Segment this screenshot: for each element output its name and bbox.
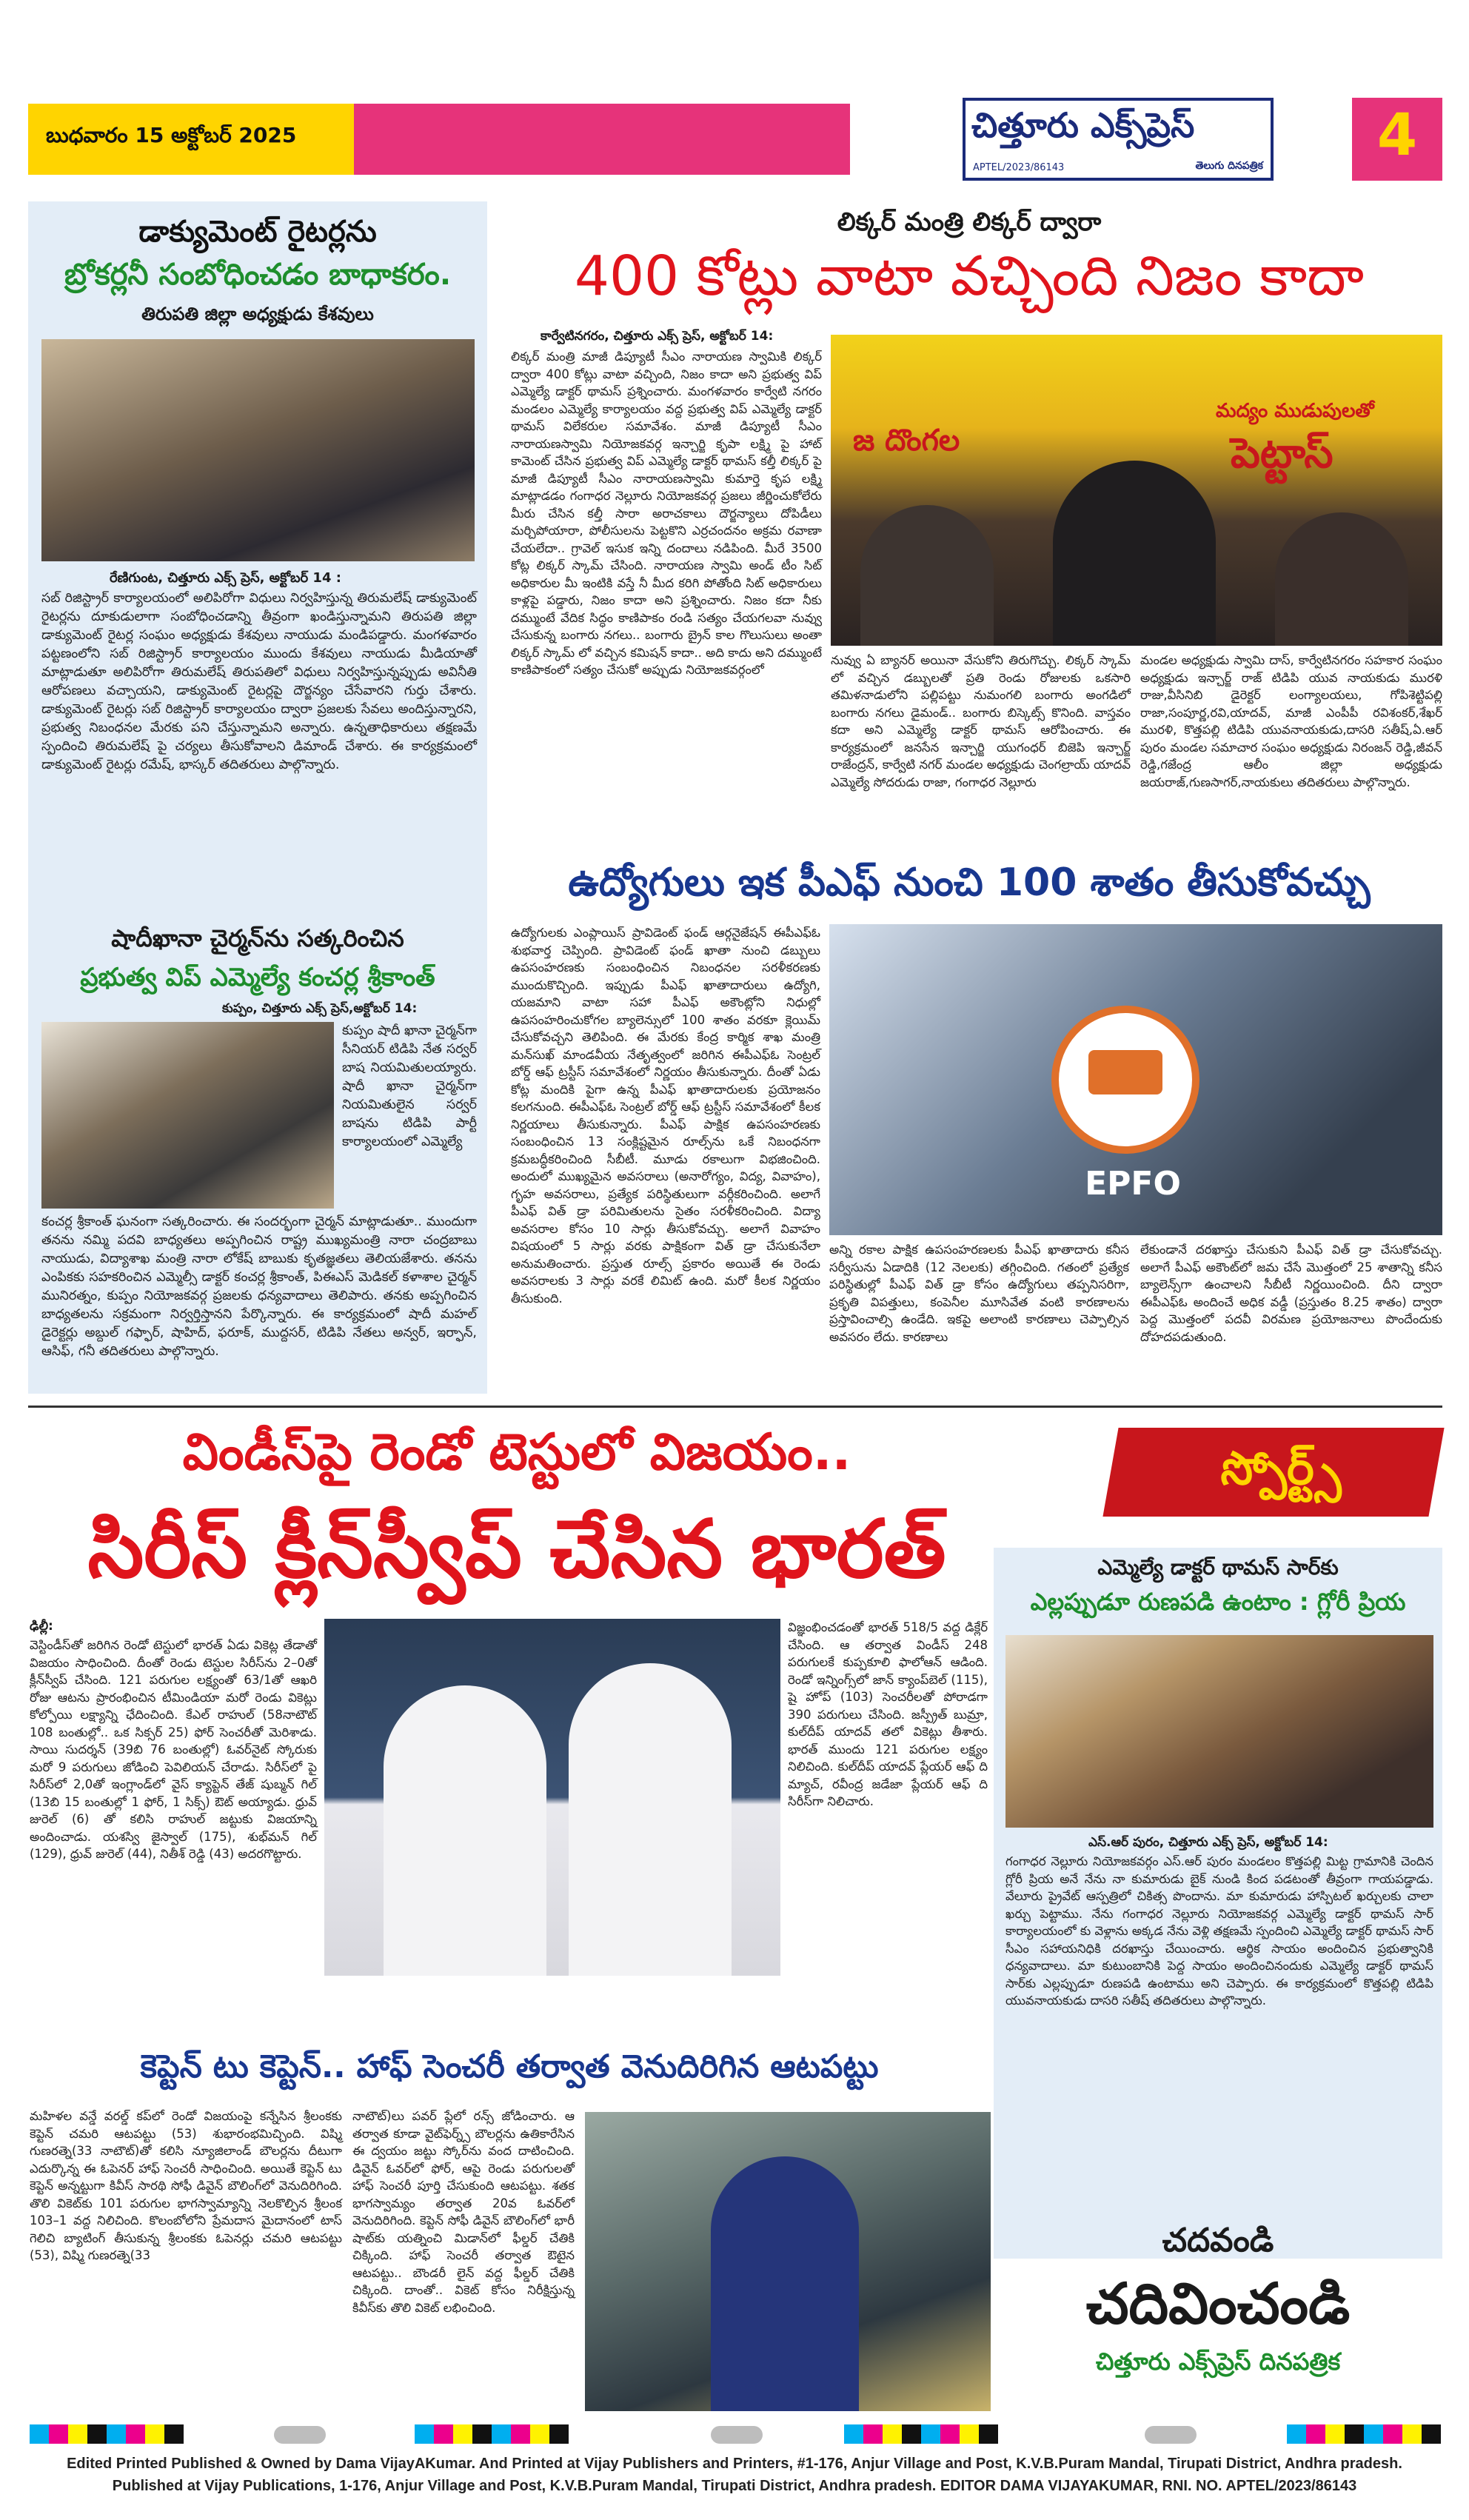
- story2-dateline: కుప్పం, చిత్తూరు ఎక్స్ ప్రెస్,అక్టోబర్ 14:: [222, 1001, 418, 1016]
- story3-body: లిక్కర్ మంత్రి మాజీ డిప్యూటీ సీఎం నారాయణ స్వామికి లిక్కర్ ద్వారా 400 కోట్లు వాటా వచ్చింది, నిజం కాదా అని ప్రభుత్వ విప్ ఎమ్మెల్యే డాక్టర్ థామస్ ప్రశ్నించారు. మంగళవారం కార్వేటి నగరం మండలం ఎమ్మెల్యే కార్యాలయం వద్ద ప్రభుత్వ విప్ ఎమ్మెల్యే డాక్టర్ థామస్ విలేకరుల సమావేశం. మాజీ డిప్యూటీ సీఎం నారాయణస్వామి నియోజకవర్గ ఇన్చార్జి కృపా లక్ష్మి పై హాట్ కామెంట్ చేసిన ప్రభుత్వ విప్ ఎమ్మెల్యే డాక్టర్ థామస్ కల్తీ లిక్కర్ పై మాజీ డిప్యూటీ సీఎం నారాయణస్వామి కుమార్తె కృప లక్ష్మి మాట్లాడడం గంగాధర నెల్లూరు నియోజకవర్గ ప్రజలు జీర్ణించుకోలేరు మీరు చేసిన కల్తీ సారా అరాచకాలు దౌర్జన్యాలు దోపిడీలు మర్చిపోయారా, పోలీసులను పెట్టకొని ఎర్రచందనం అక్రమ రవాణా చేయలేదా.. గ్రావెల్ ఇసుక ఇన్ని దందాలు నడిపింది. మీరే 3500 కోట్ల లిక్కర్ స్కామ్ చేసింది. నారాయణ స్వామి అండ్ టీం సిట్ అధికారుల మీ ఇంటికి వస్తే నీ మీద కరిగి పోతోంది సిట్ అధికారులు కాళ్లపై పడ్డారు, నిజం కాదా అని ప్రశ్నించారు. నిజం కదా నీకు దమ్ముంటే వేదిక సిద్ధం కాణిపాకం రండి సత్యం చేయగలవా నువ్వు చేసుకున్న బంగారు నగలు.. బంగారు బ్రైన్ కాల గొలుసులు అంతా లిక్కర్ స్కామ్ లో వచ్చిన కమిషన్ కాదా.. అది కాదు అని దమ్ముంటే కాణిపాకంలో సత్యం చేసుకో అప్పుడు నియోజకవర్గంలో: [511, 350, 823, 677]
- story3-headline: 400 కోట్లు వాటా వచ్చింది నిజం కాదా: [574, 244, 1365, 308]
- story3-col2: నువ్వు ఏ బ్యానర్ అయినా వేసుకోని తిరుగొచ్చు. లిక్కర్ స్కామ్ లో వచ్చిన డబ్బులతో ప్రతి రెండు రోజులకు ఒకసారి తమిళనాడులోని పల్లిపట్టు నుమంగలి బంగారు అంగడిలో బంగారు నగలు డైమండ్.. బంగారు బిస్కెట్స్ కొనింది. వాస్తవం కదా అని ఎమ్మెల్యే డాక్టర్ థామస్ ఆరోపించారు. ఈ కార్యక్రమంలో జనసేన ఇన్చార్జి యుగంధర్ బిజెపి ఇన్చార్జ్ రాజేంద్రన్, కార్వేటి నగర్ మండల అధ్యక్షుడు చెంగల్రాయ్ యాదవ్ ఎమ్మెల్యే సోదరుడు రాజా, గంగాధర నెల్లూరు: [831, 653, 1131, 789]
- masthead: [963, 98, 1274, 181]
- story7-headline: ఎల్లప్పుడూ రుణపడి ఉంటాం : గ్లోరీ ప్రియ: [1030, 1588, 1406, 1616]
- story7-photo: [1005, 1635, 1433, 1828]
- registration-pill: [274, 2426, 326, 2444]
- page-number: 4: [1376, 102, 1418, 169]
- color-registration-bar-mid: [415, 2424, 569, 2444]
- story3-dateline: కార్వేటినగరం, చిత్తూరు ఎక్స్ ప్రెస్, అక్టోబర్ 14:: [541, 329, 774, 344]
- footer-line-2: Published at Vijay Publications, 1-176, Anjur Village and Post, K.V.B.Puram Mandal, Tirupati District, Andhra pradesh. EDITOR DAMA VIJAYAKUMAR, RNI. NO. APTEL/2023/86143: [112, 2478, 1357, 2494]
- header-date: బుధవారం 15 అక్టోబర్ 2025: [46, 123, 297, 147]
- promo-line1: చదవండి: [1162, 2222, 1274, 2259]
- player-figure: [384, 1685, 546, 1976]
- sports-col1: వెస్టిండీస్‌తో జరిగిన రెండో టెస్టులో భారత్ ఏడు వికెట్ల తేడాతో విజయం సాధించింది. దీంతో రెండు టెస్టుల సిరీస్‌ను 2–0తో క్లీన్‌స్వీప్ చేసింది. 121 పరుగుల లక్ష్యంతో 63/1తో ఆఖరి రోజు ఆటను ప్రారంభించిన టీమిండియా మరో రెండు వికెట్లు కోల్పోయి లక్ష్యాన్ని ఛేదించింది. కేఎల్ రాహుల్ (58నాటౌట్ 108 బంతుల్లో.. ఒక సిక్సర్ 25) ఫోర్ సెంచరీతో మెరిశాడు. సాయి సుదర్శన్ (39బి 76 బంతుల్లో) ఓవర్‌నైట్ స్కోరుకు మరో 9 పరుగులు జోడించి పెవిలియన్ చేరాడు. సిరీస్‌లో పై సిరీస్‌లో 2,0తో ఇంగ్లాండ్‌లో వైస్ క్యాప్టెన్ తేజ్ షుబ్మన్ గిల్‌ (13బి 15 బంతుల్లో 1 ఫోర్, 1 సిక్స్) ఔట్ అయ్యాడు. ధ్రువ్ జురెల్ (6) తో కలిసి రాహుల్ జట్టుకు విజయాన్ని అందించాడు. యశస్వి జైస్వాల్ (175), శుభ్‌మన్ గిల్ (129), ధ్రువ్ జురెల్ (44), నితీశ్ రెడ్డి (43) అదరగొట్టారు.: [30, 1638, 317, 1861]
- photo-banner-1: మద్యం ముడుపులతో: [1216, 400, 1374, 422]
- story1-body: సబ్ రిజిస్ట్రార్ కార్యాలయంలో అలిపిరోగా విధులు నిర్వహిస్తున్న తిరుమలేష్ డాక్యుమెంట్ రైటర్లను దూకుడులాగా సంబోధించడాన్ని తీవ్రంగా ఖండిస్తున్నామని తిరుపతి జిల్లా డాక్యుమెంట్ రైటర్ల సంఘం అధ్యక్షుడు కేశవులు నాయుడు మండిపడ్డారు. మంగళవారం పట్టణంలోని సబ్ రిజిస్ట్రార్ కార్యాలయం ముందు కేశవులు నాయుడు మీడియాతో మాట్లాడుతూ అలిపిరోగా తిరుమలేష్ తిరుపతిలో విధులు నిర్వహిస్తున్నప్పుడు అవినీతి ఆరోపణలు వచ్చాయని, డాక్యుమెంట్ రైటర్లపై దౌర్జన్యం చేసేవారని గుర్తు చేశారు. డాక్యుమెంట్ రైటర్లు సబ్ రిజిస్ట్రార్ కార్యాలయం ద్వారా ప్రజలకు సేవలు అందిస్తున్నారని, ప్రభుత్వ నిబంధనల మేరకు పని చేస్తున్నామని అన్నారు. ఉన్నతాధికారులు తక్షణమే స్పందించి తిరుమలేష్ పై చర్యలు తీసుకోవాలని డిమాండ్ చేశారు. ఈ కార్యక్రమంలో డాక్యుమెంట్ రైటర్లు రమేష్, భాస్కర్ తదితరులు పాల్గొన్నారు.: [41, 591, 477, 772]
- photo-figure: [860, 505, 994, 646]
- sports-dateline: ఢిల్లీ:: [30, 1619, 53, 1634]
- photo-figure: [1275, 512, 1408, 646]
- epfo-label: EPFO: [1085, 1165, 1181, 1203]
- story6-photo: [585, 2112, 991, 2411]
- story2-head2: ప్రభుత్వ విప్ ఎమ్మెల్యే కంచర్ల శ్రీకాంత్: [80, 963, 435, 992]
- story3-col3: మండల అధ్యక్షుడు స్వామి దాస్, కార్వేటినగరం సహకార సంఘం అధ్యక్షుడు ఇన్చార్జ్ రాజ్ టిడిపి యువ నాయకుడు మురళి రాజు,వీసినిబి డైరెక్టర్ లంగ్యాలయలు, గోపిశెట్టిపల్లి రాజా,సంపూర్ణ,రవి,యాదవ్, మాజీ ఎంపీపీ రవిశంకర్,శేఖర్ మురళి, కొత్తపల్లి టిడిపి యువనాయకుడు,దాసరి సతీష్,ఏ.ఆర్ పురం మండల సమాచార సంఘం అధ్యక్షుడు నిరంజన్ రెడ్డి,జీవన్ రెడ్డి,గజేంద్ర ఆలీం జిల్లా అధ్యక్షుడు జయరాజ్,గుణసాగర్,నాయకులు తదితరులు పాల్గొన్నారు.: [1140, 653, 1442, 789]
- promo-line2: చదివించండి: [1085, 2270, 1351, 2336]
- registration-pill: [1145, 2426, 1197, 2444]
- story2-head1: షాదీఖానా చైర్మన్‌ను సత్కరించిన: [111, 924, 404, 952]
- story6-headline: కెప్టెన్ టు కెప్టెన్.. హాఫ్ సెంచరీ తర్వాత వెనుదిరిగిన ఆటపట్టు: [140, 2048, 879, 2085]
- story4-photo: [829, 924, 1442, 1235]
- story2-body-side: కుప్పం షాదీ ఖానా చైర్మన్‌గా సీనియర్ టిడిపి నేత సర్వర్ బాష నియమితులయ్యారు. షాదీ ఖానా చైర్మన్‌గా నియమితులైన సర్వర్ బాషను టిడిపి పార్టీ కార్యాలయంలో ఎమ్మెల్యే: [342, 1023, 477, 1149]
- color-registration-bar-right: [1287, 2424, 1441, 2444]
- story1-photo: [41, 339, 475, 561]
- story1-subhead: తిరుపతి జిల్లా అధ్యక్షుడు కేశవులు: [141, 304, 374, 324]
- story4-headline: ఉద్యోగులు ఇక పీఎఫ్ నుంచి 100 శాతం తీసుకోవచ్చు: [568, 860, 1371, 905]
- masthead-regno: APTEL/2023/86143: [973, 162, 1065, 173]
- story2-body: కంచర్ల శ్రీకాంత్ ఘనంగా సత్కరించారు. ఈ సందర్భంగా చైర్మన్ మాట్లాడుతూ.. ముందుగా తనను నమ్మి పదవి బాధ్యతలు అప్పగించిన రాష్ట్ర ముఖ్యమంత్రి నారా చంద్రబాబు నాయుడు, విద్యాశాఖ మంత్రి నారా లోకేష్ బాబుకు కృతజ్ఞతలు తెలియజేశారు. తనను ఎంపికకు సహకరించిన ఎమ్మెల్సీ డాక్టర్ కంచర్ల శ్రీకాంత్, పిఈఎస్ మెడికల్ కళాశాల చైర్మన్ మునిరత్నం, కుప్పం నియోజకవర్గ ప్రజలకు ధన్యవాదాలు తెలిపారు. తనకు అప్పగించిన బాధ్యతలను సక్రమంగా నిర్వర్తిస్తానని పేర్కొన్నారు. ఈ కార్యక్రమంలో షాదీ మహల్ డైరెక్టర్లు అబ్దుల్ గఫ్ఫార్, షాహిద్, ఫరూక్, ముద్దసర్, టిడిపి నేతలు అన్వర్, ఇర్ఫాన్, ఆసిఫ్, గనీ తదితరులు పాల్గొన్నారు.: [41, 1214, 477, 1359]
- promo-line3: చిత్తూరు ఎక్స్‌ప్రెస్ దినపత్రిక: [1095, 2347, 1341, 2376]
- player-figure: [711, 2156, 859, 2411]
- photo-banner-2: పెట్టాస్: [1231, 430, 1334, 478]
- masthead-title: చిత్తూరు ఎక్స్‌ప్రెస్: [971, 105, 1195, 145]
- story7-kicker: ఎమ్మెల్యే డాక్టర్ థామస్ సార్‌కు: [1097, 1555, 1339, 1580]
- story1-head2: బ్రోకర్లనీ సంబోధించడం బాధాకరం.: [64, 258, 452, 292]
- story2-photo: [41, 1022, 334, 1209]
- photo-figure: [1053, 461, 1216, 646]
- story4-body: ఉద్యోగులకు ఎంప్లాయిస్ ప్రావిడెంట్ ఫండ్ ఆర్గనైజేషన్ ఈపీఎఫ్ఓ శుభవార్త చెప్పింది. ప్రావిడెంట్ ఫండ్ ఖాతా నుంచి డబ్బులు ఉపసంహరణకు సంబంధించిన నిబంధనల సరళీకరణకు ముందుకొచ్చింది. ఇప్పుడు పీఎఫ్ ఖాతాదారులు ఉద్యోగి, యజమాని వాటా సహా పీఎఫ్ అకౌంట్లోని నిధుల్లో ఉపసంహరించుకోగల బ్యాలెన్సులో 100 శాతం వరకూ క్లెయిమ్ చేసుకోవచ్చని తెలిపింది. ఈ మేరకు కేంద్ర కార్మిక శాఖ మంత్రి మన్‌సుఖ్ మాండవీయ నేతృత్వంలో జరిగిన ఈపీఎఫ్ఓ సెంట్రల్ బోర్డ్ ఆఫ్ ట్రస్టీస్ సమావేశంలో నిర్ణయం తీసుకున్నారు. దీంతో ఏడు కోట్ల మందికి పైగా ఉన్న పీఎఫ్ ఖాతాదారులకు ప్రయోజనం కలగనుంది. ఈపీఎఫ్ఓ సెంట్రల్ బోర్డ్ ఆఫ్ ట్రస్టీస్ సమావేశంలో కీలక నిర్ణయాలు తీసుకున్నారు. పీఎఫ్ పాక్షిక ఉపసంహరణకు సంబంధించిన 13 సంక్లిష్టమైన రూల్స్‌ను ఒకే నిబంధనగా క్రమబద్ధీకరించింది సీబీటీ. మూడు రకాలుగా విభజించింది. అందులో ముఖ్యమైన అవసరాలు (అనారోగ్యం, విద్య, వివాహం), గృహ అవసరాలు, ప్రత్యేక పరిస్థితులుగా వర్గీకరించింది. అలాగే పీఎఫ్ విత్ డ్రా పరిమితులను సైతం సరళీకరించింది. విద్యా అవసరాల కోసం 10 సార్లు తీసుకోవచ్చు. అలాగే వివాహం విషయంలో 5 సార్లు వరకు పాక్షికంగా విత్ డ్రా చేసుకునేలా అనుమతించారు. ప్రస్తుత రూల్స్ ప్రకారం అయితే ఈ రెండు అవసరాలకు 3 సార్లు వరకే లిమిట్ ఉంది. మరో కీలక నిర్ణయం తీసుకుంది.: [511, 926, 820, 1306]
- section-divider: [28, 1406, 1442, 1408]
- story6-col1: మహిళల వన్డే వరల్డ్ కప్‌లో రెండో విజయంపై కన్నేసిన శ్రీలంకకు కెప్టెన్ చమరి ఆటపట్టు (53) శుభారంభమిచ్చింది. విష్మి గుణరత్నె(33 నాటౌట్)తో కలిసి న్యూజిలాండ్ బౌలర్లను దీటుగా ఎదుర్కొన్న ఈ ఓపెనర్ హాఫ్ సెంచరీ సాధించింది. అయితే కెప్టెన్ టు కెప్టెన్ అన్నట్టుగా కివీస్ సారథి సోఫీ డివైన్ బౌలింగ్‌లో వెనుదిరిగింది. తొలి వికెట్‌కు 101 పరుగుల భాగస్వామ్యాన్ని నెలకొల్పిన శ్రీలంక 103–1 వద్ద నిలిచింది. కొలంబోలోని ప్రేమదాస మైదానంలో టాస్ గెలిచి బ్యాటింగ్ తీసుకున్న శ్రీలంకకు ఓపెనర్లు చమరి ఆటపట్టు (53), విష్మి గుణరత్నె(33: [30, 2109, 342, 2262]
- story6-col2: నాటౌట్)లు పవర్ ప్లేలో రన్స్ జోడించారు. ఆ తర్వాత కూడా వైట్‌ఫెర్న్స్ బౌలర్లను ఉతికారేసిన ఈ ద్వయం జట్టు స్కోర్‌ను వంద దాటించింది. డివైన్ ఓవర్‌లో ఫోర్, ఆపై రెండు పరుగులతో హాఫ్ సెంచరీ పూర్తి చేసుకుంది ఆటపట్టు. శతక భాగస్వామ్యం తర్వాత 20వ ఓవర్‌లో వెనుదిరిగింది. కెప్టెన్ సోఫీ డివైన్ బౌలింగ్‌లో భారీ షాట్‌కు యత్నించి మిడాన్‌లో ఫీల్డర్ చేతికి చిక్కింది. హాఫ్ సెంచరీ తర్వాత ఔటైన ఆటపట్టు.. బౌండరీ లైన్ వద్ద ఫీల్డర్ చేతికి చిక్కింది. దాంతో.. వికెట్ కోసం నిరీక్షిస్తున్న కివీస్‌కు తొలి వికెట్ లభించింది.: [352, 2109, 575, 2315]
- masthead-sub: తెలుగు దినపత్రిక: [1195, 160, 1263, 172]
- photo-banner-3: జ దొంగల: [853, 424, 960, 458]
- color-registration-bar-left: [30, 2424, 184, 2444]
- sports-col2: విజ్ఞంభించడంతో భారత్ 518/5 వద్ద డిక్లేర్ చేసింది. ఆ తర్వాత విండీస్ 248 పరుగులకే కుప్పకూలి ఫాలోఆన్ ఆడింది. రెండో ఇన్నింగ్స్‌లో జాన్ క్యాంప్‌బెల్ (115), షై హోప్ (103) సెంచరీలతో పోరాడగా 390 పరుగులు చేసింది. జస్ప్రీత్ బుమ్రా, కుల్‌దీప్ యాదవ్ తలో వికెట్లు తీశారు. భారత్ ముందు 121 పరుగుల లక్ష్యం నిలిచింది. కుల్‌దీప్ యాదవ్ ప్లేయర్ ఆఫ్ ది మ్యాచ్, రవీంద్ర జడేజా ప్లేయర్ ఆఫ్ ది సిరీస్‌గా నిలిచారు.: [788, 1620, 988, 1808]
- sports-logo: స్పోర్ట్స్: [1220, 1441, 1342, 1495]
- story7-body: గంగాధర నెల్లూరు నియోజకవర్గం ఎస్.ఆర్ పురం మండలం కొత్తపల్లి మిట్ట గ్రామానికి చెందిన గ్లోరీ ప్రియ అనే నేను నా కుమారుడు బైక్ నుండి కింద పడటంతో తీవ్రంగా గాయపడ్డాడు. వేలూరు ప్రైవేట్ ఆస్పత్రిలో చికిత్స పొందాను. మా కుమారుడు హాస్పిటల్ ఖర్చులకు చాలా ఖర్చు పెట్టాము. నేను గంగాధర నెల్లూరు నియోజకవర్గ ఎమ్మెల్యే డాక్టర్ థామస్ సార్ కార్యాలయంలో కు వెళ్లాను అక్కడ నేను వెళ్లి తక్షణమే స్పందించి ఎమ్మెల్యే డాక్టర్ థామస్ సార్ సీఎం సహాయనిధికి దరఖాస్తు చేయించారు. ఆర్థిక సాయం అందించిన ప్రభుత్వానికి ధన్యవాదాలు. మా కుటుంబానికి పెద్ద సాయం అందించినందుకు ఎమ్మెల్యే డాక్టర్ థామస్ సార్‌కు ఎల్లప్పుడూ రుణపడి ఉంటాము అని చెప్పారు. ఈ కార్యక్రమంలో కొత్తపల్లి టిడిపి యువనాయకుడు దాసరి సతీష్ తదితరులు పాల్గొన్నారు.: [1005, 1854, 1433, 2008]
- epfo-logo-icon: [1051, 1006, 1199, 1154]
- story1-dateline: రేణిగుంట, చిత్తూరు ఎక్స్ ప్రెస్, అక్టోబర్ 14 :: [110, 570, 341, 586]
- story3-kicker: లిక్కర్ మంత్రి లిక్కర్ ద్వారా: [837, 207, 1102, 237]
- sports-photo: [324, 1619, 780, 1976]
- story3-photo: [831, 335, 1442, 646]
- story1-head1: డాక్యుమెంట్ రైటర్లను: [138, 215, 377, 249]
- registration-pill: [711, 2426, 763, 2444]
- story4-col3: లేకుండానే దరఖాస్తు చేసుకుని పీఎఫ్ విత్ డ్రా చేసుకోవచ్చు. అలాగే పీఎఫ్ అకౌంట్‌లో జమ చేసే మొత్తంలో 25 శాతాన్ని కనీస బ్యాలెన్స్‌గా ఉంచాలని సీబీటీ నిర్ణయించింది. దీని ద్వారా ఈపీఎఫ్ఓ అందించే అధిక వడ్డీ (ప్రస్తుతం 8.25 శాతం) ద్వారా పెద్ద మొత్తంలో పదవీ విరమణ ప్రయోజనాలు పొందేందుకు దోహదపడుతుంది.: [1140, 1243, 1442, 1344]
- story7-dateline: ఎస్.ఆర్ పురం, చిత్తూరు ఎక్స్ ప్రెస్, అక్టోబర్ 14:: [1088, 1835, 1328, 1850]
- footer-line-1: Edited Printed Published & Owned by Dama VijayAKumar. And Printed at Vijay Publishers and Printers, #1-176, Anjur Village and Post, K.V.B.Puram Mandal, Tirupati District, Andhra pradesh.: [67, 2456, 1402, 2472]
- player-figure: [569, 1663, 732, 1976]
- story4-col2: అన్ని రకాల పాక్షిక ఉపసంహరణలకు పీఎఫ్ ఖాతాదారు కనీస సర్వీసును ఏడాదికి (12 నెలలకు) తగ్గించింది. గతంలో ప్రత్యేక పరిస్థితుల్లో పీఎఫ్ విత్ డ్రా కోసం ఉద్యోగులు తప్పనిసరిగా, ప్రకృతి విపత్తులు, కంపెనీల మూసివేత వంటి కారణాలను ప్రస్తావించాల్సి ఉండేది. ఇకపై అలాంటి కారణాలు చెప్పాల్సిన అవసరం లేదు. కారణాలు: [829, 1243, 1129, 1344]
- sports-headline-2: సిరీస్ క్లీన్‌స్వీప్ చేసిన భారత్: [87, 1503, 946, 1596]
- color-registration-bar-mid2: [844, 2424, 998, 2444]
- sports-headline-1: విండీస్‌పై రెండో టెస్టులో విజయం..: [182, 1423, 851, 1482]
